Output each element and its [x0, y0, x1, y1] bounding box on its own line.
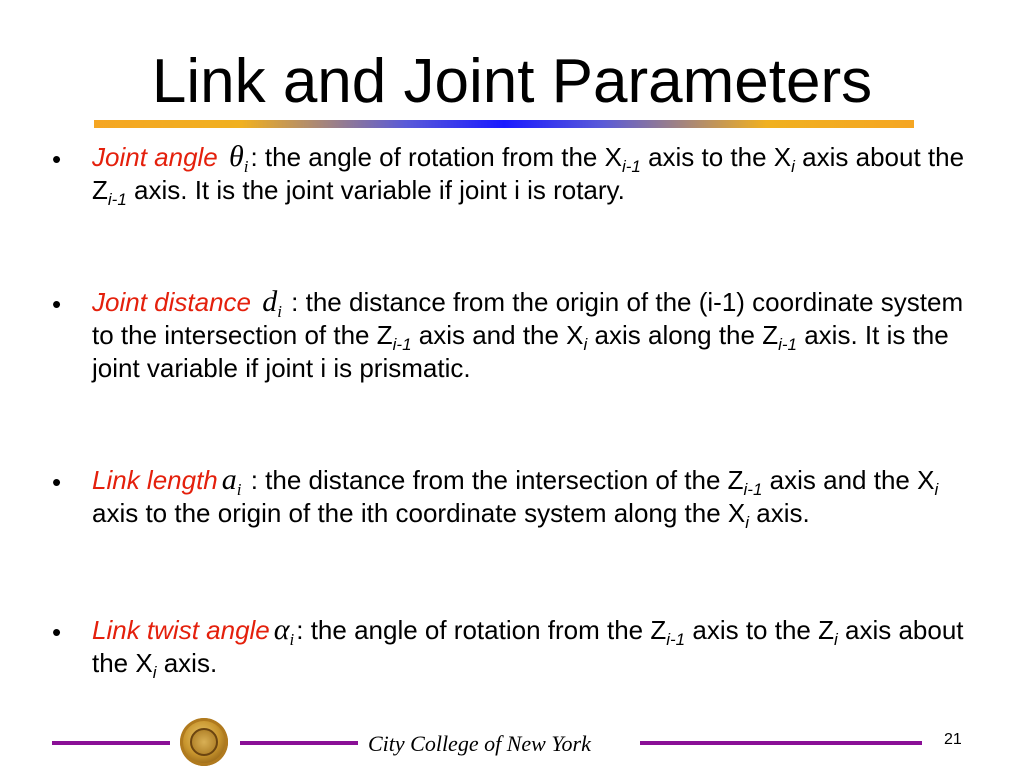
college-seal-icon [180, 718, 228, 766]
symbol-theta: $\theta_i$ [229, 140, 249, 176]
symbol-d: $d_i$ [262, 285, 282, 321]
item-text: Link twist angle $\alpha_i$: the angle of rotation from the $Z_{i-1}$ axis to the $Z_i$ axis about the $X_i$ axis. [92, 613, 964, 682]
item-text: Link length $a_i$ : the distance from the intersection of the $Z_{i-1}$ axis and the $X_i$ axis to the origin of the ith coordinate system along the $X_i$ axis. [92, 463, 939, 532]
footer-rule-left [52, 741, 170, 745]
item-text: Joint distance $d_i$ : the distance from the origin of the (i-1) coordinate system to the intersection of the $Z_{i-1}$ axis and the $X_i$ axis along the $Z_{i-1}$ axis. It is the joint variable if joint i is prismatic. [92, 285, 964, 383]
item-text: Joint angle $\theta_i$: the angle of rotation from the $X_{i-1}$ axis to the $X_i$ axis about the $Z_{i-1}$ axis. It is the joint variable if joint i is rotary. [92, 140, 965, 209]
bullet-marker: • [52, 617, 62, 647]
page-number: 21 [944, 731, 962, 748]
term-link-twist-angle: Link twist angle [92, 615, 270, 645]
term-joint-angle: Joint angle [92, 142, 218, 172]
bullet-marker: • [52, 289, 62, 319]
symbol-alpha: $\alpha_i$ [273, 613, 295, 649]
footer-rule-middle [240, 741, 358, 745]
footer-college-name: City College of New York [368, 731, 591, 756]
term-joint-distance: Joint distance [92, 287, 251, 317]
bullet-marker: • [52, 144, 62, 174]
slide-title: Link and Joint Parameters [151, 47, 873, 116]
bullet-marker: • [52, 467, 62, 497]
symbol-a: $a_i$ [221, 463, 242, 499]
term-link-length: Link length [92, 465, 218, 495]
footer-rule-right [640, 741, 922, 745]
